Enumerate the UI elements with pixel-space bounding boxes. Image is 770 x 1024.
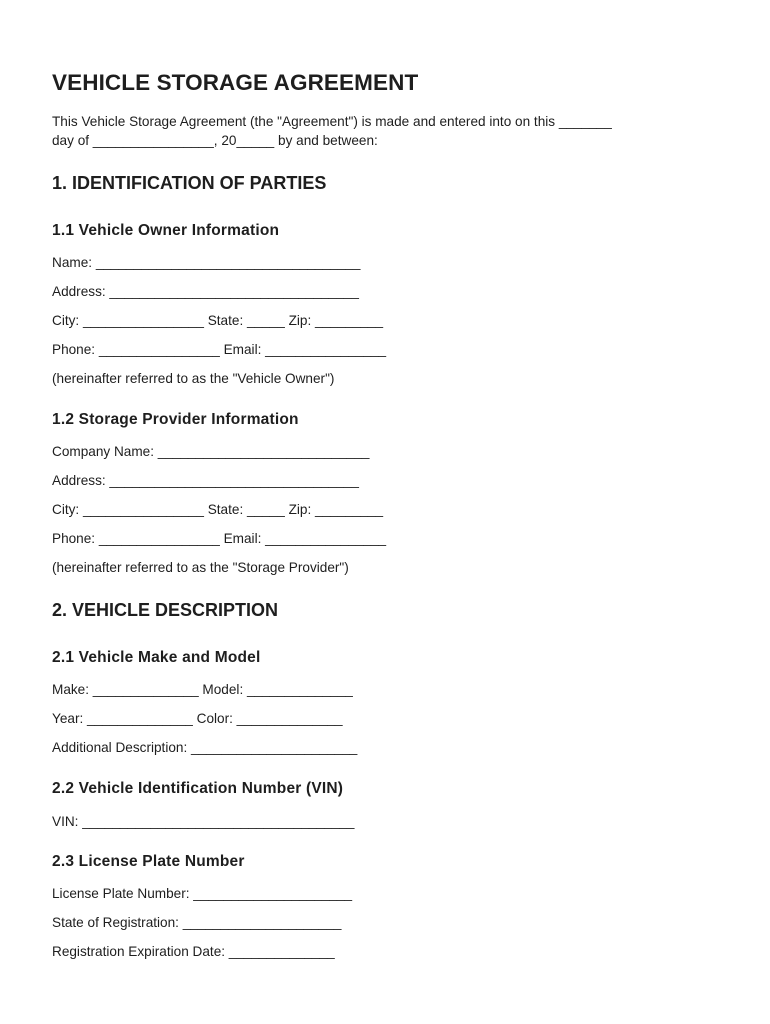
make-model-field: Make: ______________ Model: ______________ [52, 682, 353, 697]
intro-paragraph [52, 112, 712, 150]
provider-city-state-zip-field: City: ________________ State: _____ Zip: _________ [52, 502, 384, 517]
year-color-field: Year: ______________ Color: ______________ [52, 711, 343, 726]
intro-line-1: This Vehicle Storage Agreement (the "Agreement") is made and entered into on this _______ [52, 114, 612, 129]
owner-info-heading: 1.1 Vehicle Owner Information [52, 222, 280, 239]
owner-city-state-zip-field: City: ________________ State: _____ Zip: _________ [52, 313, 384, 328]
license-plate-heading: 2.3 License Plate Number [52, 853, 245, 870]
section-1-heading: 1. IDENTIFICATION OF PARTIES [52, 173, 327, 193]
provider-info-heading: 1.2 Storage Provider Information [52, 411, 299, 428]
registration-expiration-field: Registration Expiration Date: ______________ [52, 944, 335, 959]
additional-description-field: Additional Description: ______________________ [52, 740, 358, 755]
license-plate-field: License Plate Number: _____________________ [52, 886, 353, 901]
provider-referred-note: (hereinafter referred to as the "Storage Provider") [52, 560, 349, 575]
document-title: VEHICLE STORAGE AGREEMENT [52, 70, 419, 95]
state-of-registration-field: State of Registration: _____________________ [52, 915, 342, 930]
owner-name-field: Name: ___________________________________ [52, 255, 361, 270]
provider-phone-email-field: Phone: ________________ Email: ________________ [52, 531, 387, 546]
provider-address-field: Address: _________________________________ [52, 473, 359, 488]
make-model-heading: 2.1 Vehicle Make and Model [52, 649, 261, 666]
vin-heading: 2.2 Vehicle Identification Number (VIN) [52, 780, 344, 797]
owner-referred-note: (hereinafter referred to as the "Vehicle Owner") [52, 371, 335, 386]
intro-line-2: day of ________________, 20_____ by and between: [52, 133, 378, 148]
owner-phone-email-field: Phone: ________________ Email: ________________ [52, 342, 387, 357]
owner-address-field: Address: _________________________________ [52, 284, 359, 299]
section-2-heading: 2. VEHICLE DESCRIPTION [52, 600, 279, 620]
provider-company-field: Company Name: ____________________________ [52, 444, 370, 459]
vin-field: VIN: ____________________________________ [52, 814, 355, 829]
